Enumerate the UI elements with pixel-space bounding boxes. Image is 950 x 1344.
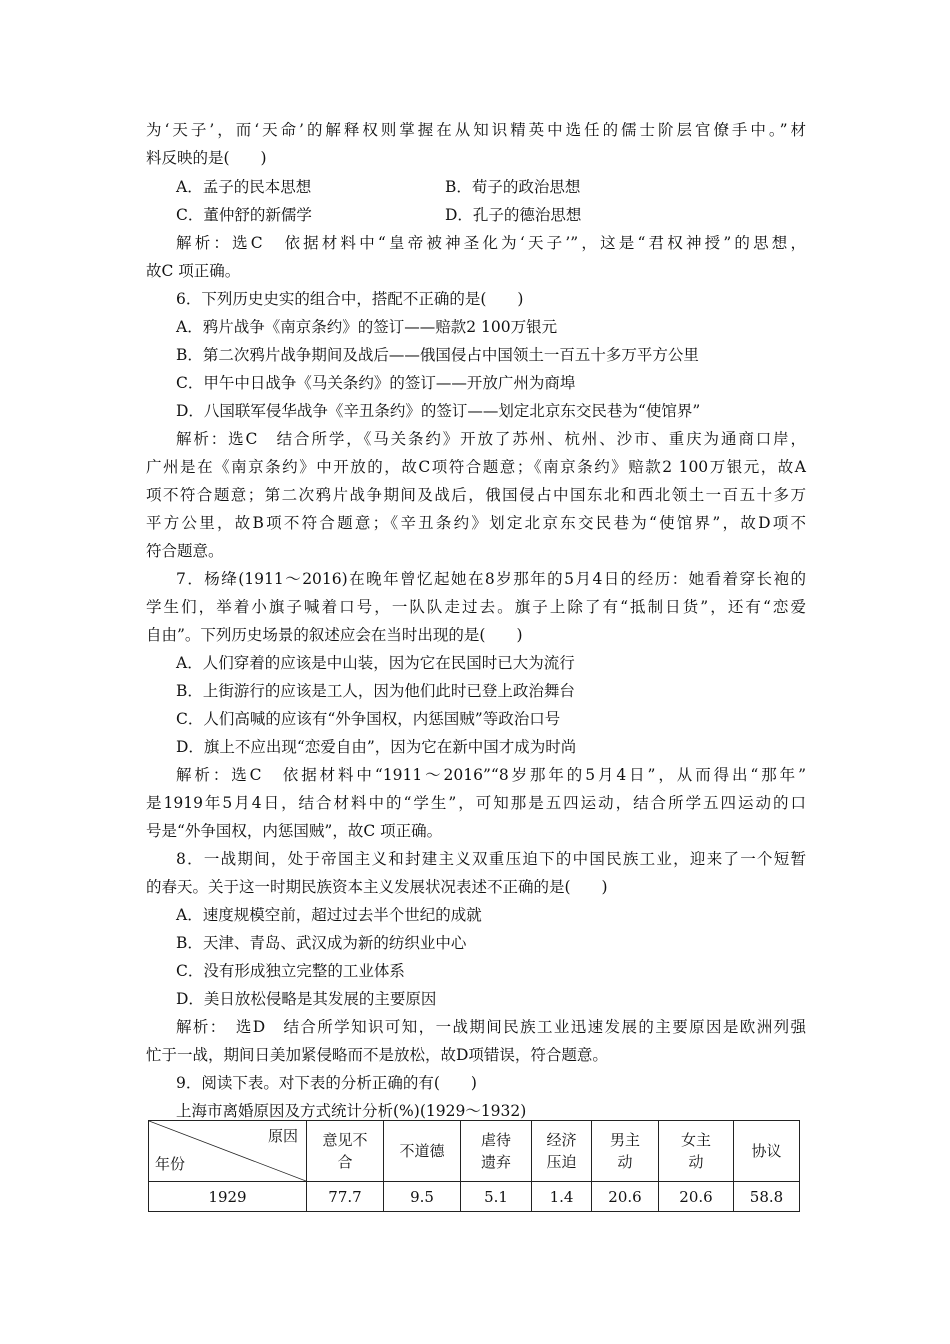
header-cell: 意见不 合 [307,1121,384,1182]
table-cell: 1929 [149,1182,307,1212]
text-line: B．荀子的政治思想 [445,178,581,196]
table-header-row [149,1121,800,1182]
table-row [149,1182,800,1212]
text-line: 忙于一战，期间日美加紧侵略而不是放松，故D项错误，符合题意。 [146,1046,608,1064]
text-line: A．鸦片战争《南京条约》的签订——赔款2 100万银元 [176,318,558,336]
table-cell: 1.4 [532,1182,592,1212]
text-line: 广州是在《南京条约》中开放的，故C项符合题意；《南京条约》赔款2 100万银元，故A [146,458,806,476]
text-line: 号是“外争国权，内惩国贼”，故C 项正确。 [146,822,443,840]
text-line: 上海市离婚原因及方式统计分析(%)(1929～1932) [176,1102,527,1120]
text-line: 故C 项正确。 [146,262,241,280]
table-cell: 77.7 [307,1182,384,1212]
table-cell: 20.6 [659,1182,734,1212]
text-line: C．没有形成独立完整的工业体系 [176,962,405,980]
header-cell: 男主 动 [592,1121,659,1182]
text-line: 解析：选C 结合所学，《马关条约》开放了苏州、杭州、沙市、重庆为通商口岸， [176,430,806,448]
text-line: 解析：选C 依据材料中“1911～2016”“8岁那年的5月4日”，从而得出“那年” [176,766,806,784]
table-cell: 58.8 [734,1182,800,1212]
header-cell: 不道德 [384,1121,461,1182]
text-line: A．人们穿着的应该是中山装，因为它在民国时已大为流行 [176,654,575,672]
text-line: B．上街游行的应该是工人，因为他们此时已登上政治舞台 [176,682,575,700]
text-line: A．速度规模空前，超过过去半个世纪的成就 [176,906,482,924]
text-line: 为‘天子’，而‘天命’的解释权则掌握在从知识精英中选任的儒士阶层官僚手中。”材 [146,121,806,139]
text-line: C．人们高喊的应该有“外争国权，内惩国贼”等政治口号 [176,710,561,728]
text-line: 解析： 选D 结合所学知识可知，一战期间民族工业迅速发展的主要原因是欧洲列强 [176,1018,806,1036]
text-line: D．孔子的德治思想 [445,206,582,224]
text-line: 符合题意。 [146,542,224,560]
divorce-statistics-table [148,1120,800,1212]
text-line: C．董仲舒的新儒学 [176,206,312,224]
text-line: D．旗上不应出现“恋爱自由”，因为它在新中国才成为时尚 [176,738,577,756]
text-line: B．第二次鸦片战争期间及战后——俄国侵占中国领土一百五十多万平方公里 [176,346,699,364]
table-corner-cell [149,1121,307,1182]
table-cell: 20.6 [592,1182,659,1212]
text-line: 8．一战期间，处于帝国主义和封建主义双重压迫下的中国民族工业，迎来了一个短暂 [176,850,806,868]
text-line: 是1919年5月4日，结合材料中的“学生”，可知那是五四运动，结合所学五四运动的口 [146,794,806,812]
text-line: 9．阅读下表。对下表的分析正确的有( ) [176,1074,477,1092]
table-cell: 5.1 [461,1182,532,1212]
text-line: 学生们，举着小旗子喊着口号，一队队走过去。旗子上除了有“抵制日货”，还有“恋爱 [146,598,806,616]
text-line: 解析：选C 依据材料中“皇帝被神圣化为‘天子’”，这是“君权神授”的思想， [176,234,806,252]
header-cell: 虐待 遗弃 [461,1121,532,1182]
text-line: A．孟子的民本思想 [176,178,312,196]
corner-label-year: 年份 [155,1155,186,1173]
text-line: D．美日放松侵略是其发展的主要原因 [176,990,437,1008]
text-line: D．八国联军侵华战争《辛丑条约》的签订——划定北京东交民巷为“使馆界” [176,402,701,420]
text-line: 6．下列历史史实的组合中，搭配不正确的是( ) [176,290,524,308]
text-line: 自由”。下列历史场景的叙述应会在当时出现的是( ) [146,626,523,644]
text-line: 项不符合题意；第二次鸦片战争期间及战后，俄国侵占中国东北和西北领土一百五十多万 [146,486,806,504]
text-line: B．天津、青岛、武汉成为新的纺织业中心 [176,934,467,952]
text-line: 料反映的是( ) [146,149,267,167]
header-cell: 协议 [734,1121,800,1182]
table-cell: 9.5 [384,1182,461,1212]
text-line: 的春天。关于这一时期民族资本主义发展状况表述不正确的是( ) [146,878,608,896]
text-line: C．甲午中日战争《马关条约》的签订——开放广州为商埠 [176,374,576,392]
corner-label-reason: 原因 [267,1127,298,1145]
header-cell: 女主 动 [659,1121,734,1182]
text-line: 平方公里，故B项不符合题意；《辛丑条约》划定北京东交民巷为“使馆界”，故D项不 [146,514,806,532]
text-line: 7．杨绛(1911～2016)在晚年曾忆起她在8岁那年的5月4日的经历：她看着穿长袍的 [176,570,806,588]
header-cell: 经济 压迫 [532,1121,592,1182]
